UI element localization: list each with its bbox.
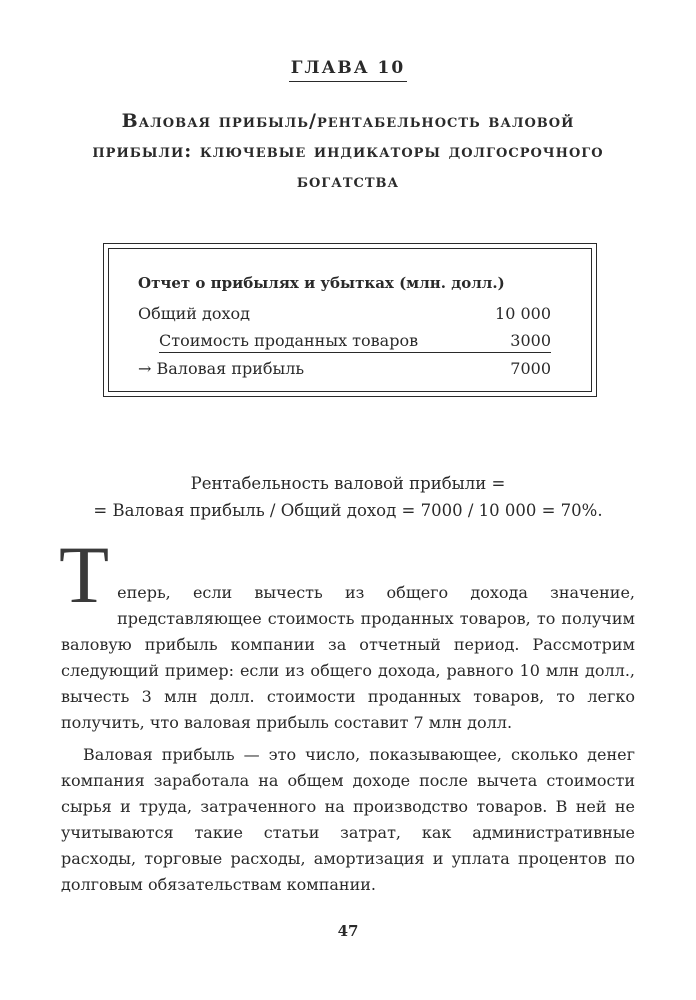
chapter-heading [0, 58, 696, 82]
paragraph-2: Валовая прибыль — это число, показывающее, сколько денег компания заработала на общем доходе после вычета стоимости сырья и труда, затраченного на производство товаров. В ней не учитываются такие статьи затрат, как административные расходы, торговые расходы, амортизация и уплата процентов по долговым обязательствам компании. [61, 745, 635, 894]
statement-row-value: 10 000 [495, 304, 551, 323]
statement-row-revenue [138, 304, 551, 328]
income-statement-box [103, 243, 597, 397]
gross-margin-formula [0, 470, 696, 524]
statement-row-label: Стоимость проданных товаров [159, 331, 419, 350]
statement-row-label: Общий доход [138, 304, 251, 323]
income-statement-inner-frame [108, 248, 592, 392]
income-statement-heading: Отчет о прибылях и убытках (млн. долл.) [138, 274, 505, 292]
statement-row-gross-profit [138, 359, 551, 383]
chapter-title: Валовая прибыль/рентабельность валовой прибыли: ключевые индикаторы долгосрочного богатства [92, 110, 604, 192]
body-text [59, 529, 635, 898]
subtotal-rule [159, 352, 551, 353]
paragraph-1: еперь, если вычесть из общего дохода значение, представляющее стоимость проданных товаров, то получим валовую прибыль компании за отчетный период. Рассмотрим следующий пример: если из общего дохода, равного 10 млн долл., вычесть 3 млн долл. стоимости проданных товаров, то легко получить, что валовая прибыль составит 7 млн долл. [61, 583, 635, 732]
statement-row-value: 7000 [510, 359, 551, 378]
chapter-label: ГЛАВА 10 [289, 58, 407, 82]
page-number: 47 [337, 922, 359, 940]
formula-line-2: = Валовая прибыль / Общий доход = 7000 / 10 000 = 70%. [93, 501, 603, 520]
statement-row-label: → Валовая прибыль [138, 359, 305, 378]
formula-line-1: Рентабельность валовой прибыли = [190, 474, 506, 493]
statement-row-value: 3000 [510, 331, 551, 350]
drop-cap: Т [59, 529, 110, 620]
